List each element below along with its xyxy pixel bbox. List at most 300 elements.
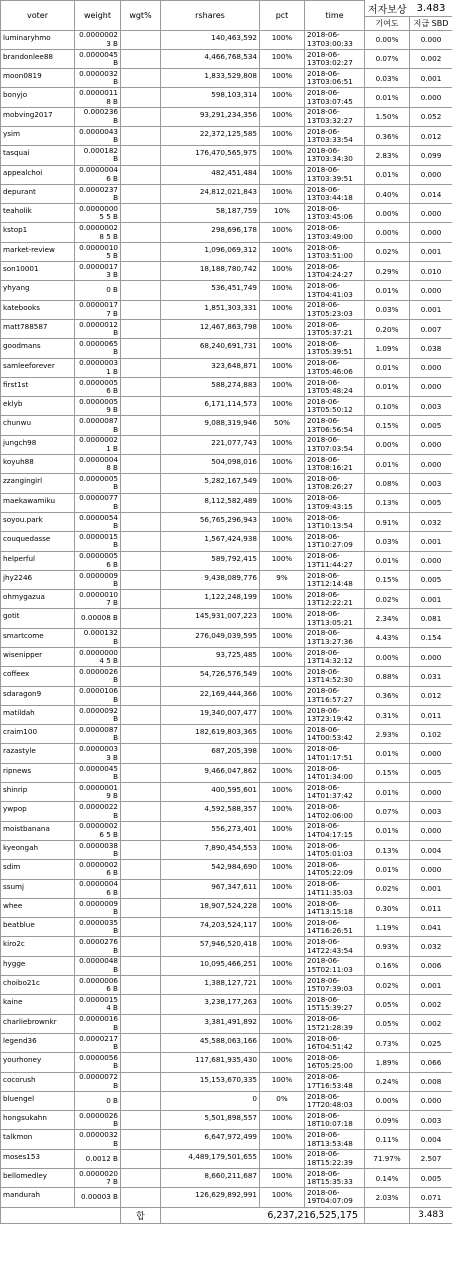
voter-cell: couquedasse (1, 532, 75, 551)
wgt-cell (121, 976, 161, 995)
voter-cell: smartcome (1, 628, 75, 647)
table-row (1, 493, 452, 512)
rshares-cell: 22,372,125,585 (161, 126, 260, 145)
contrib-cell: 0.03% (365, 532, 410, 551)
pay-cell: 0.000 (410, 648, 452, 667)
pay-cell: 0.001 (410, 242, 452, 261)
pay-cell: 0.008 (410, 1072, 452, 1091)
contrib-cell: 0.07% (365, 802, 410, 821)
time-cell: 2018-06-14T16:26:51 (305, 918, 365, 937)
time-cell: 2018-06-13T04:24:27 (305, 262, 365, 281)
weight-cell: 0.0000043 B (75, 126, 121, 145)
weight-cell: 0.0000005 B (75, 474, 121, 493)
pct-cell: 100% (260, 648, 305, 667)
table-row (1, 1014, 452, 1033)
pay-cell: 0.000 (410, 377, 452, 396)
weight-cell: 0 B (75, 281, 121, 300)
voter-cell: moistbanana (1, 821, 75, 840)
wgt-cell (121, 532, 161, 551)
contrib-cell: 0.01% (365, 821, 410, 840)
voter-cell: ssumj (1, 879, 75, 898)
weight-cell: 0.0000038 B (75, 840, 121, 859)
pct-cell: 100% (260, 435, 305, 454)
rshares-cell: 542,984,690 (161, 860, 260, 879)
pct-cell: 100% (260, 30, 305, 49)
pct-cell: 100% (260, 918, 305, 937)
wgt-cell (121, 1111, 161, 1130)
table-row (1, 532, 452, 551)
voter-cell: jungch98 (1, 435, 75, 454)
time-cell: 2018-06-13T03:45:06 (305, 204, 365, 223)
pay-cell: 0.005 (410, 416, 452, 435)
voter-cell: shinrip (1, 783, 75, 802)
weight-cell: 0.00000118 B (75, 88, 121, 107)
pay-cell: 0.000 (410, 435, 452, 454)
table-row (1, 184, 452, 203)
contrib-cell: 0.09% (365, 1111, 410, 1130)
voter-cell: craim100 (1, 725, 75, 744)
pct-cell: 100% (260, 744, 305, 763)
time-cell: 2018-06-14T01:17:51 (305, 744, 365, 763)
voter-cell: yhyang (1, 281, 75, 300)
voter-cell: ysim (1, 126, 75, 145)
wgt-cell (121, 88, 161, 107)
pct-cell: 100% (260, 783, 305, 802)
rshares-cell: 1,851,303,331 (161, 300, 260, 319)
table-row (1, 1188, 452, 1207)
pay-cell: 0.001 (410, 300, 452, 319)
wgt-cell (121, 648, 161, 667)
voter-cell: brandonlee88 (1, 49, 75, 68)
voter-cell: hygge (1, 956, 75, 975)
wgt-cell (121, 590, 161, 609)
table-row (1, 455, 452, 474)
weight-cell: 0.0000087 B (75, 416, 121, 435)
wgt-cell (121, 686, 161, 705)
weight-cell: 0.00000019 B (75, 783, 121, 802)
contrib-cell: 0.03% (365, 300, 410, 319)
weight-cell: 0.00000177 B (75, 300, 121, 319)
rshares-cell: 1,096,069,312 (161, 242, 260, 261)
voter-cell: depurant (1, 184, 75, 203)
wgt-cell (121, 551, 161, 570)
time-cell: 2018-06-14T01:34:00 (305, 763, 365, 782)
weight-cell: 0 B (75, 1091, 121, 1110)
voter-cell: tasquai (1, 146, 75, 165)
contrib-cell: 4.43% (365, 628, 410, 647)
pct-cell: 100% (260, 69, 305, 88)
wgt-cell (121, 1188, 161, 1207)
contrib-cell: 0.02% (365, 242, 410, 261)
voter-cell: gotit (1, 609, 75, 628)
table-row (1, 107, 452, 126)
weight-cell: 0.00000059 B (75, 397, 121, 416)
pay-cell: 0.032 (410, 937, 452, 956)
voter-cell: teaholik (1, 204, 75, 223)
time-cell: 2018-06-13T12:14:48 (305, 570, 365, 589)
table-row (1, 281, 452, 300)
voter-cell: yourhoney (1, 1053, 75, 1072)
time-cell: 2018-06-13T14:32:12 (305, 648, 365, 667)
voter-cell: first1st (1, 377, 75, 396)
pay-cell: 0.154 (410, 628, 452, 647)
wgt-cell (121, 860, 161, 879)
weight-cell: 0.00003 B (75, 1188, 121, 1207)
weight-cell: 0.0012 B (75, 1149, 121, 1168)
time-cell: 2018-06-18T10:07:18 (305, 1111, 365, 1130)
table-row (1, 898, 452, 917)
contrib-cell: 0.01% (365, 551, 410, 570)
wgt-cell (121, 126, 161, 145)
pay-cell: 0.001 (410, 69, 452, 88)
rshares-cell: 45,588,063,166 (161, 1033, 260, 1052)
contrib-cell: 0.01% (365, 165, 410, 184)
rshares-cell: 4,592,588,357 (161, 802, 260, 821)
time-cell: 2018-06-14T04:17:15 (305, 821, 365, 840)
pct-cell: 100% (260, 223, 305, 242)
table-row (1, 435, 452, 454)
pay-cell: 0.003 (410, 474, 452, 493)
pct-cell: 100% (260, 1188, 305, 1207)
rshares-cell: 5,501,898,557 (161, 1111, 260, 1130)
wgt-cell (121, 1053, 161, 1072)
table-row (1, 1130, 452, 1149)
pay-cell: 0.011 (410, 898, 452, 917)
weight-cell: 0.00000207 B (75, 1169, 121, 1188)
summary-label: 합 (121, 1207, 161, 1223)
voter-cell: soyou.park (1, 512, 75, 531)
weight-cell: 0.0000012 B (75, 319, 121, 338)
time-cell: 2018-06-13T05:39:51 (305, 339, 365, 358)
weight-cell: 0.0000087 B (75, 725, 121, 744)
voter-cell: matildah (1, 705, 75, 724)
weight-cell: 0.00000026 5 B (75, 821, 121, 840)
rshares-cell: 54,726,576,549 (161, 667, 260, 686)
pay-cell: 0.099 (410, 146, 452, 165)
voter-cell: bellomedley (1, 1169, 75, 1188)
rshares-cell: 1,567,424,938 (161, 532, 260, 551)
time-cell: 2018-06-18T15:35:33 (305, 1169, 365, 1188)
table-row (1, 512, 452, 531)
wgt-cell (121, 69, 161, 88)
contrib-cell: 0.02% (365, 879, 410, 898)
wgt-cell (121, 744, 161, 763)
pct-cell: 50% (260, 416, 305, 435)
pay-cell: 0.004 (410, 840, 452, 859)
pay-cell: 0.066 (410, 1053, 452, 1072)
pct-cell: 100% (260, 1169, 305, 1188)
weight-cell: 0.0000065 B (75, 339, 121, 358)
time-cell: 2018-06-14T05:22:09 (305, 860, 365, 879)
pay-cell: 0.000 (410, 30, 452, 49)
weight-cell: 0.000182 B (75, 146, 121, 165)
table-row (1, 976, 452, 995)
pct-cell: 100% (260, 1111, 305, 1130)
contrib-cell: 0.11% (365, 1130, 410, 1149)
pay-cell: 0.002 (410, 995, 452, 1014)
pay-cell: 0.003 (410, 1111, 452, 1130)
weight-cell: 0.00000048 B (75, 455, 121, 474)
table-row (1, 551, 452, 570)
rshares-cell: 4,466,768,534 (161, 49, 260, 68)
wgt-cell (121, 1130, 161, 1149)
pay-cell: 0.000 (410, 358, 452, 377)
voter-cell: ywpop (1, 802, 75, 821)
time-cell: 2018-06-13T05:37:21 (305, 319, 365, 338)
voter-cell: helperful (1, 551, 75, 570)
rshares-cell: 967,347,611 (161, 879, 260, 898)
table-row (1, 146, 452, 165)
pay-cell: 0.032 (410, 512, 452, 531)
wgt-cell (121, 184, 161, 203)
pay-cell: 0.005 (410, 763, 452, 782)
time-cell: 2018-06-13T03:39:51 (305, 165, 365, 184)
wgt-cell (121, 783, 161, 802)
pct-cell: 100% (260, 126, 305, 145)
pct-cell: 100% (260, 1149, 305, 1168)
weight-cell: 0.00000005 5 B (75, 204, 121, 223)
weight-cell: 0.0000032 B (75, 1130, 121, 1149)
time-cell: 2018-06-15T21:28:39 (305, 1014, 365, 1033)
table-row (1, 88, 452, 107)
rshares-cell: 24,812,021,843 (161, 184, 260, 203)
weight-cell: 0.00000033 B (75, 744, 121, 763)
rshares-cell: 482,451,484 (161, 165, 260, 184)
wgt-cell (121, 918, 161, 937)
wgt-cell (121, 995, 161, 1014)
pct-cell: 100% (260, 1014, 305, 1033)
time-cell: 2018-06-16T04:51:42 (305, 1033, 365, 1052)
pct-cell: 100% (260, 300, 305, 319)
pct-cell: 100% (260, 551, 305, 570)
contrib-cell: 1.50% (365, 107, 410, 126)
pay-cell: 0.005 (410, 570, 452, 589)
wgt-cell (121, 763, 161, 782)
wgt-cell (121, 435, 161, 454)
pay-cell: 0.052 (410, 107, 452, 126)
pct-cell: 100% (260, 339, 305, 358)
time-cell: 2018-06-13T05:48:24 (305, 377, 365, 396)
time-cell: 2018-06-14T01:37:42 (305, 783, 365, 802)
summary-row (1, 1207, 452, 1223)
table-row (1, 49, 452, 68)
pct-cell: 100% (260, 976, 305, 995)
weight-cell: 0.00000046 B (75, 879, 121, 898)
pct-cell: 100% (260, 474, 305, 493)
wgt-cell (121, 107, 161, 126)
time-cell: 2018-06-13T06:56:54 (305, 416, 365, 435)
contrib-cell: 0.02% (365, 976, 410, 995)
pct-cell: 100% (260, 319, 305, 338)
table-row (1, 242, 452, 261)
pct-cell: 100% (260, 146, 305, 165)
contrib-cell: 0.00% (365, 1091, 410, 1110)
pct-cell: 100% (260, 840, 305, 859)
wgt-cell (121, 242, 161, 261)
rshares-cell: 9,088,319,946 (161, 416, 260, 435)
weight-cell: 0.0000015 B (75, 532, 121, 551)
contrib-cell: 2.34% (365, 609, 410, 628)
time-cell: 2018-06-14T22:43:54 (305, 937, 365, 956)
table-row (1, 995, 452, 1014)
table-row (1, 783, 452, 802)
rshares-cell: 8,660,211,687 (161, 1169, 260, 1188)
summary-contrib-empty (365, 1207, 410, 1223)
voter-cell: choibo21c (1, 976, 75, 995)
table-row (1, 918, 452, 937)
voter-cell: appealchoi (1, 165, 75, 184)
weight-cell: 0.00000031 B (75, 358, 121, 377)
time-cell: 2018-06-15T15:39:27 (305, 995, 365, 1014)
wgt-cell (121, 300, 161, 319)
pay-cell: 0.000 (410, 783, 452, 802)
weight-cell: 0.00000173 B (75, 262, 121, 281)
time-cell: 2018-06-15T02:11:03 (305, 956, 365, 975)
wgt-cell (121, 339, 161, 358)
pct-cell: 100% (260, 377, 305, 396)
pay-cell: 0.005 (410, 493, 452, 512)
table-row (1, 69, 452, 88)
table-row (1, 609, 452, 628)
pct-cell: 100% (260, 49, 305, 68)
pay-cell: 0.011 (410, 705, 452, 724)
contrib-cell: 0.93% (365, 937, 410, 956)
time-cell: 2018-06-13T16:57:27 (305, 686, 365, 705)
time-cell: 2018-06-14T02:06:00 (305, 802, 365, 821)
wgt-cell (121, 512, 161, 531)
pay-cell: 0.005 (410, 1169, 452, 1188)
time-cell: 2018-06-17T16:53:48 (305, 1072, 365, 1091)
rshares-cell: 1,122,248,199 (161, 590, 260, 609)
pay-cell: 0.003 (410, 802, 452, 821)
rshares-cell: 588,274,883 (161, 377, 260, 396)
voter-cell: cocorush (1, 1072, 75, 1091)
contrib-cell: 0.36% (365, 126, 410, 145)
table-row (1, 802, 452, 821)
col-header-rshares: rshares (161, 1, 260, 31)
wgt-cell (121, 609, 161, 628)
wgt-cell (121, 204, 161, 223)
pay-cell: 0.007 (410, 319, 452, 338)
voter-cell: jhy2246 (1, 570, 75, 589)
wgt-cell (121, 570, 161, 589)
rshares-cell: 1,833,529,808 (161, 69, 260, 88)
rshares-cell: 0 (161, 1091, 260, 1110)
weight-cell: 0.00000154 B (75, 995, 121, 1014)
contrib-cell: 0.00% (365, 648, 410, 667)
voter-cell: sdim (1, 860, 75, 879)
contrib-cell: 0.01% (365, 744, 410, 763)
pay-cell: 0.002 (410, 1014, 452, 1033)
rshares-cell: 74,203,524,117 (161, 918, 260, 937)
time-cell: 2018-06-14T05:01:03 (305, 840, 365, 859)
rshares-cell: 556,273,401 (161, 821, 260, 840)
contrib-cell: 0.01% (365, 358, 410, 377)
rshares-cell: 8,112,582,489 (161, 493, 260, 512)
rshares-cell: 15,153,670,335 (161, 1072, 260, 1091)
pay-cell: 0.102 (410, 725, 452, 744)
contrib-cell: 0.01% (365, 455, 410, 474)
contrib-cell: 0.31% (365, 705, 410, 724)
voter-cell: luminaryhmo (1, 30, 75, 49)
pay-cell: 0.004 (410, 1130, 452, 1149)
rshares-cell: 10,095,466,251 (161, 956, 260, 975)
wgt-cell (121, 1091, 161, 1110)
voter-cell: moon0819 (1, 69, 75, 88)
rshares-cell: 323,648,871 (161, 358, 260, 377)
time-cell: 2018-06-13T05:23:03 (305, 300, 365, 319)
time-cell: 2018-06-13T12:22:21 (305, 590, 365, 609)
pay-cell: 2.507 (410, 1149, 452, 1168)
wgt-cell (121, 358, 161, 377)
table-row (1, 416, 452, 435)
wgt-cell (121, 1033, 161, 1052)
pct-cell: 100% (260, 358, 305, 377)
voter-cell: mandurah (1, 1188, 75, 1207)
table-row (1, 1111, 452, 1130)
contrib-cell: 2.03% (365, 1188, 410, 1207)
wgt-cell (121, 493, 161, 512)
rshares-cell: 117,681,935,430 (161, 1053, 260, 1072)
col-header-contrib: 기여도 (365, 16, 410, 30)
weight-cell: 0.00000107 B (75, 590, 121, 609)
weight-cell: 0.00000056 B (75, 377, 121, 396)
voter-cell: matt788587 (1, 319, 75, 338)
rshares-cell: 12,467,863,798 (161, 319, 260, 338)
pay-cell: 0.006 (410, 956, 452, 975)
contrib-cell: 0.16% (365, 956, 410, 975)
table-row (1, 860, 452, 879)
pay-cell: 0.002 (410, 49, 452, 68)
pct-cell: 100% (260, 667, 305, 686)
contrib-cell: 0.13% (365, 840, 410, 859)
pct-cell: 100% (260, 802, 305, 821)
contrib-cell: 0.01% (365, 783, 410, 802)
weight-cell: 0.0000106 B (75, 686, 121, 705)
wgt-cell (121, 725, 161, 744)
pct-cell: 100% (260, 725, 305, 744)
voter-cell: samleeforever (1, 358, 75, 377)
col-header-pay: 지급 SBD (410, 16, 452, 30)
time-cell: 2018-06-13T23:19:42 (305, 705, 365, 724)
wgt-cell (121, 416, 161, 435)
table-row (1, 1053, 452, 1072)
contrib-cell: 0.15% (365, 570, 410, 589)
table-row (1, 126, 452, 145)
wgt-cell (121, 840, 161, 859)
pay-cell: 0.014 (410, 184, 452, 203)
pay-cell: 0.012 (410, 126, 452, 145)
pct-cell: 100% (260, 455, 305, 474)
pct-cell: 0% (260, 1091, 305, 1110)
table-row (1, 1033, 452, 1052)
wgt-cell (121, 281, 161, 300)
wgt-cell (121, 821, 161, 840)
pay-cell: 0.001 (410, 532, 452, 551)
table-row (1, 956, 452, 975)
rshares-cell: 93,725,485 (161, 648, 260, 667)
table-row (1, 821, 452, 840)
wgt-cell (121, 956, 161, 975)
voter-cell: charliebrownkr (1, 1014, 75, 1033)
wgt-cell (121, 146, 161, 165)
table-row (1, 223, 452, 242)
pay-cell: 0.010 (410, 262, 452, 281)
voter-cell: kiro2c (1, 937, 75, 956)
col-header-wgt: wgt% (121, 1, 161, 31)
pct-cell: 100% (260, 397, 305, 416)
pct-cell: 100% (260, 898, 305, 917)
